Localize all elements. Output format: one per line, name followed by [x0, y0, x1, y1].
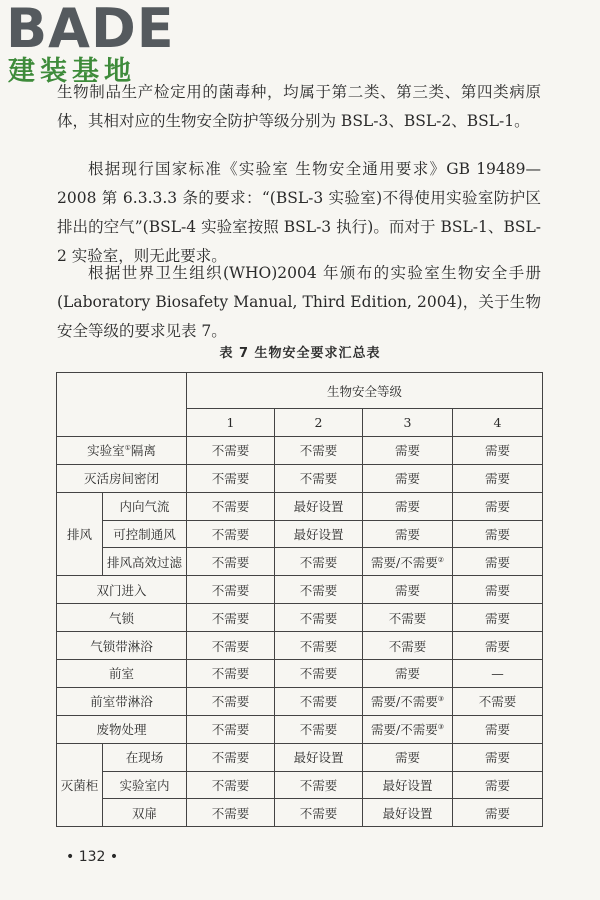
table-cell: 不需要	[187, 492, 275, 520]
footnote-mark: ②	[437, 555, 444, 564]
level-header: 生物安全等级	[187, 373, 543, 409]
table-cell: 需要	[363, 436, 453, 464]
paragraph-2: 根据现行国家标准《实验室 生物安全通用要求》GB 19489—2008 第 6.3.3.3 条的要求：“(BSL-3 实验室)不得使用实验室防护区排出的空气”(BSL-4 实验室按照 BSL-3 执行)。而对于 BSL-1、BSL-2 实验室，则无此要求。	[57, 160, 541, 265]
table-cell: 不需要	[187, 660, 275, 688]
level-4: 4	[453, 409, 543, 437]
table-cell: 不需要	[275, 632, 363, 660]
row-label: 排风高效过滤	[103, 548, 187, 576]
table-cell: 不需要	[275, 660, 363, 688]
table-cell: 需要	[363, 660, 453, 688]
table-header-row	[57, 373, 543, 409]
table-cell: 最好设置	[275, 492, 363, 520]
table-cell: 最好设置	[363, 771, 453, 799]
table-cell: 不需要	[187, 743, 275, 771]
table-row	[57, 660, 543, 688]
table-cell: 不需要	[187, 771, 275, 799]
table-row	[57, 771, 543, 799]
footnote-mark: ①	[124, 444, 131, 453]
table-row	[57, 436, 543, 464]
table-cell: 最好设置	[275, 743, 363, 771]
row-label: 前室	[57, 660, 187, 688]
group-label: 灭菌柜	[57, 743, 103, 827]
level-1: 1	[187, 409, 275, 437]
level-2: 2	[275, 409, 363, 437]
table-cell: 不需要	[187, 799, 275, 827]
table-cell: 不需要	[453, 687, 543, 715]
table-cell: 需要	[363, 520, 453, 548]
table-cell: 最好设置	[275, 520, 363, 548]
table-cell: 需要	[453, 799, 543, 827]
page-number: • 132 •	[66, 849, 119, 865]
row-label: 灭活房间密闭	[57, 464, 187, 492]
row-label: 气锁带淋浴	[57, 632, 187, 660]
row-label: 废物处理	[57, 715, 187, 743]
row-label: 双门进入	[57, 576, 187, 604]
row-label: 内向气流	[103, 492, 187, 520]
table-cell: 不需要	[275, 436, 363, 464]
table-cell: 不需要	[363, 632, 453, 660]
paragraph-1: 生物制品生产检定用的菌毒种，均属于第二类、第三类、第四类病原体，其相对应的生物安全防护等级分别为 BSL-3、BSL-2、BSL-1。	[57, 83, 541, 130]
table-cell: 不需要	[275, 548, 363, 576]
table-cell: 不需要	[275, 604, 363, 632]
table-cell: 需要/不需要②	[363, 548, 453, 576]
paragraph-3: 根据世界卫生组织(WHO)2004 年颁布的实验室生物安全手册(Laboratory Biosafety Manual, Third Edition, 2004)，关于生物安全等级的要求见表 7。	[57, 264, 541, 340]
table-row	[57, 743, 543, 771]
table-row	[57, 715, 543, 743]
table-cell: 需要	[453, 576, 543, 604]
table-cell: 需要	[363, 743, 453, 771]
logo-brand: BADE	[6, 0, 175, 60]
footnote-mark: ③	[437, 695, 444, 704]
table-row	[57, 799, 543, 827]
row-label: 双扉	[103, 799, 187, 827]
table-cell: 需要	[453, 548, 543, 576]
table-cell: 不需要	[187, 687, 275, 715]
table-cell: 不需要	[187, 520, 275, 548]
row-label: 前室带淋浴	[57, 687, 187, 715]
row-label: 实验室内	[103, 771, 187, 799]
table-cell: 不需要	[275, 576, 363, 604]
footnote-mark: ③	[437, 723, 444, 732]
table-cell: 不需要	[187, 548, 275, 576]
biosafety-table	[56, 372, 543, 827]
table-caption: 表 7 生物安全要求汇总表	[219, 346, 381, 361]
group-label: 排风	[57, 492, 103, 576]
table-cell: 不需要	[363, 604, 453, 632]
row-label: 实验室①隔离	[57, 436, 187, 464]
table-row	[57, 548, 543, 576]
table-cell: 最好设置	[363, 799, 453, 827]
table-cell: 不需要	[275, 687, 363, 715]
table-cell: 不需要	[275, 771, 363, 799]
table-cell: 需要	[453, 632, 543, 660]
row-label: 可控制通风	[103, 520, 187, 548]
table-cell: 需要	[453, 464, 543, 492]
table-cell: 需要	[453, 715, 543, 743]
logo	[6, 2, 176, 88]
table-cell: 需要/不需要③	[363, 687, 453, 715]
table-cell: 需要	[453, 520, 543, 548]
row-label: 在现场	[103, 743, 187, 771]
table-cell: 不需要	[187, 576, 275, 604]
table-cell: 需要	[453, 492, 543, 520]
table-row	[57, 464, 543, 492]
table-cell: 需要	[363, 464, 453, 492]
table-cell: 需要	[453, 436, 543, 464]
table-cell: 不需要	[275, 715, 363, 743]
table-row	[57, 687, 543, 715]
table-cell: —	[453, 660, 543, 688]
table-cell: 不需要	[187, 632, 275, 660]
logo-subtitle: 建装基地	[8, 56, 136, 87]
table-row	[57, 576, 543, 604]
header-corner-cell	[57, 373, 187, 437]
table-cell: 需要	[453, 743, 543, 771]
table-cell: 需要/不需要③	[363, 715, 453, 743]
table-cell: 不需要	[187, 436, 275, 464]
table-cell: 不需要	[187, 464, 275, 492]
row-label: 气锁	[57, 604, 187, 632]
table-cell: 需要	[363, 576, 453, 604]
table-cell: 需要	[363, 492, 453, 520]
table-cell: 不需要	[187, 715, 275, 743]
table-row	[57, 492, 543, 520]
table-cell: 需要	[453, 771, 543, 799]
table-row	[57, 632, 543, 660]
level-3: 3	[363, 409, 453, 437]
table-row	[57, 520, 543, 548]
table-cell: 不需要	[187, 604, 275, 632]
table-cell: 不需要	[275, 799, 363, 827]
table-cell: 需要	[453, 604, 543, 632]
table-cell: 不需要	[275, 464, 363, 492]
table-row	[57, 604, 543, 632]
